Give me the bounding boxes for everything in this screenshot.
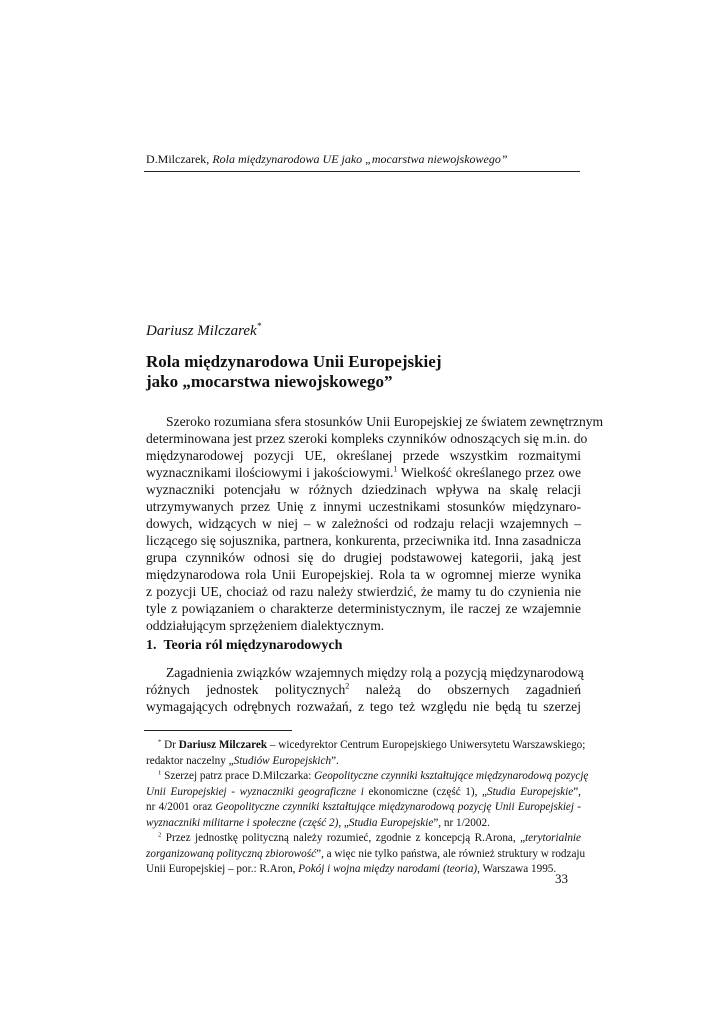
author-name: Dariusz Milczarek: [146, 323, 257, 339]
text-segment: nr 4/2001 oraz: [146, 801, 216, 813]
text-line: liczącego się sojusznika, partnera, konkurenta, przeciwnika itd. Inna zasadnicza: [146, 533, 581, 548]
header-rule: [144, 171, 580, 172]
text-line: dowych, widzących w niej – w zależności od rodzaju relacji wzajemnych –: [146, 516, 581, 531]
text-line: [146, 681, 581, 698]
text-segment: , „: [338, 816, 349, 829]
section-paragraph: [146, 664, 584, 715]
author-name-bold: Dariusz Milczarek: [178, 739, 268, 751]
text-segment: redaktor naczelny „: [146, 754, 234, 767]
text-line: oddziałującym sprzężeniem dialektycznym.: [146, 618, 385, 633]
footnote-ref-1[interactable]: 1: [393, 464, 398, 474]
footnote-line: [146, 800, 581, 816]
text-line: Zagadnienia związków wzajemnych między rolą a pozycją międzynarodową: [166, 665, 584, 680]
journal-title: Studiów Europejskich: [233, 754, 332, 767]
page-number: 33: [555, 871, 568, 886]
footnote-ref-2[interactable]: 2: [345, 681, 350, 691]
author-footnote-marker[interactable]: *: [256, 321, 262, 331]
text-segment: ”, a więc nie tylko państwa, ale również struktury w rodzaju: [316, 847, 586, 860]
text-line: wymagających odrębnych rozważań, z tego też względu nie będą tu szerzej: [146, 699, 581, 714]
text-segment: ekonomiczne (część 1), „: [363, 785, 487, 798]
text-line: grupa czynników odnosi się do drugiej podstawowej kategorii, jaką jest: [146, 550, 581, 565]
text-segment: ”, nr 1/2002.: [433, 816, 490, 829]
text-segment: Przez jednostkę polityczną należy rozumieć, zgodnie z koncepcją R.Arona, „: [161, 832, 526, 844]
text-line: tyle z powiązaniem o charakterze deterministycznym, ile raczej ze wzajemnie: [146, 601, 581, 616]
footnote-line: [146, 785, 581, 801]
journal-title: Studia Europejskie: [486, 785, 574, 798]
text-segment: Szerzej patrz prace D.Milczarka:: [161, 770, 315, 782]
text-line: [146, 464, 581, 481]
footnote-marker: *: [158, 738, 162, 746]
article-title: [146, 352, 441, 392]
text-segment: – wicedyrektor Centrum Europejskiego Uniwersytetu Warszawskiego;: [267, 739, 586, 751]
footnote-marker: 2: [158, 831, 162, 839]
running-header-author: D.Milczarek,: [146, 152, 210, 166]
footnote-star: [146, 738, 586, 769]
article-author: [146, 323, 261, 340]
title-line-1: Rola międzynarodowa Unii Europejskiej: [146, 352, 442, 371]
running-header-title: Rola międzynarodowa UE jako „mocarstwa niewojskowego”: [212, 152, 508, 166]
text-segment: , Warszawa 1995.: [477, 863, 557, 875]
work-title: Geopolityczne czynniki kształtujące międzynarodową pozycję: [314, 770, 589, 782]
footnote-line: [146, 862, 581, 878]
footnote-line: [146, 831, 581, 847]
work-title: wyznaczniki militarne i społeczne (część 2): [146, 816, 339, 829]
footnote-line: [146, 738, 586, 754]
quoted-term: terytorialnie: [525, 832, 581, 844]
text-segment: różnych jednostek politycznych: [146, 682, 346, 697]
title-line-2: jako „mocarstwa niewojskowego”: [146, 372, 393, 391]
text-segment: ”.: [331, 754, 339, 767]
text-segment: Unii Europejskiej – por.: R.Aron,: [146, 863, 299, 875]
footnote-line: [146, 754, 581, 770]
text-line: Szeroko rozumiana sfera stosunków Unii Europejskiej ze światem zewnętrznym: [166, 414, 604, 429]
running-header: [146, 152, 508, 167]
text-segment: Dr: [161, 739, 179, 751]
text-segment: wyznacznikami ilościowymi i jakościowymi.: [146, 465, 394, 480]
intro-paragraph: [146, 413, 604, 634]
footnote-line: [146, 769, 589, 785]
footnote-marker: 1: [158, 769, 162, 777]
footnote-2: [146, 831, 586, 878]
journal-title: Studia Europejskie: [348, 816, 434, 829]
text-line: międzynarodowa rola Unii Europejskiej. Rola ta w ogromnej mierze wynika: [146, 567, 581, 582]
work-title: Pokój i wojna między narodami (teoria): [298, 863, 478, 875]
quoted-term: zorganizowaną polityczną zbiorowość: [146, 847, 317, 860]
work-title: Geopolityczne czynniki kształtujące międzynarodową pozycję Unii Europejskiej -: [215, 801, 581, 813]
text-line: utrzymywanych przez Unię z innymi uczestnikami stosunków międzynaro-: [146, 499, 581, 514]
text-segment: Wielkość określanego przez owe: [397, 465, 582, 480]
footnote-line: [146, 847, 586, 863]
text-line: międzynarodowej pozycji UE, określanej przede wszystkim rozmaitymi: [146, 448, 581, 463]
text-line: determinowana jest przez szeroki kompleks czynników odnoszących się m.in. do: [146, 431, 588, 446]
work-title: Unii Europejskiej - wyznaczniki geograficzne i: [146, 785, 364, 798]
footnote-line: [146, 816, 581, 832]
text-segment: należą do obszernych zagadnień: [349, 682, 581, 697]
footnote-1: [146, 769, 589, 831]
section-title: Teoria ról międzynarodowych: [163, 638, 343, 653]
text-segment: ”,: [573, 785, 581, 798]
text-line: z pozycji UE, chociaż od razu należy stwierdzić, że mamy tu do czynienia nie: [146, 584, 581, 599]
section-number: 1.: [146, 638, 157, 653]
text-line: wyznaczniki potencjału w różnych dziedzinach wpływa na skalę relacji: [146, 482, 581, 497]
footnote-separator: [144, 730, 292, 731]
section-heading: [146, 638, 342, 654]
